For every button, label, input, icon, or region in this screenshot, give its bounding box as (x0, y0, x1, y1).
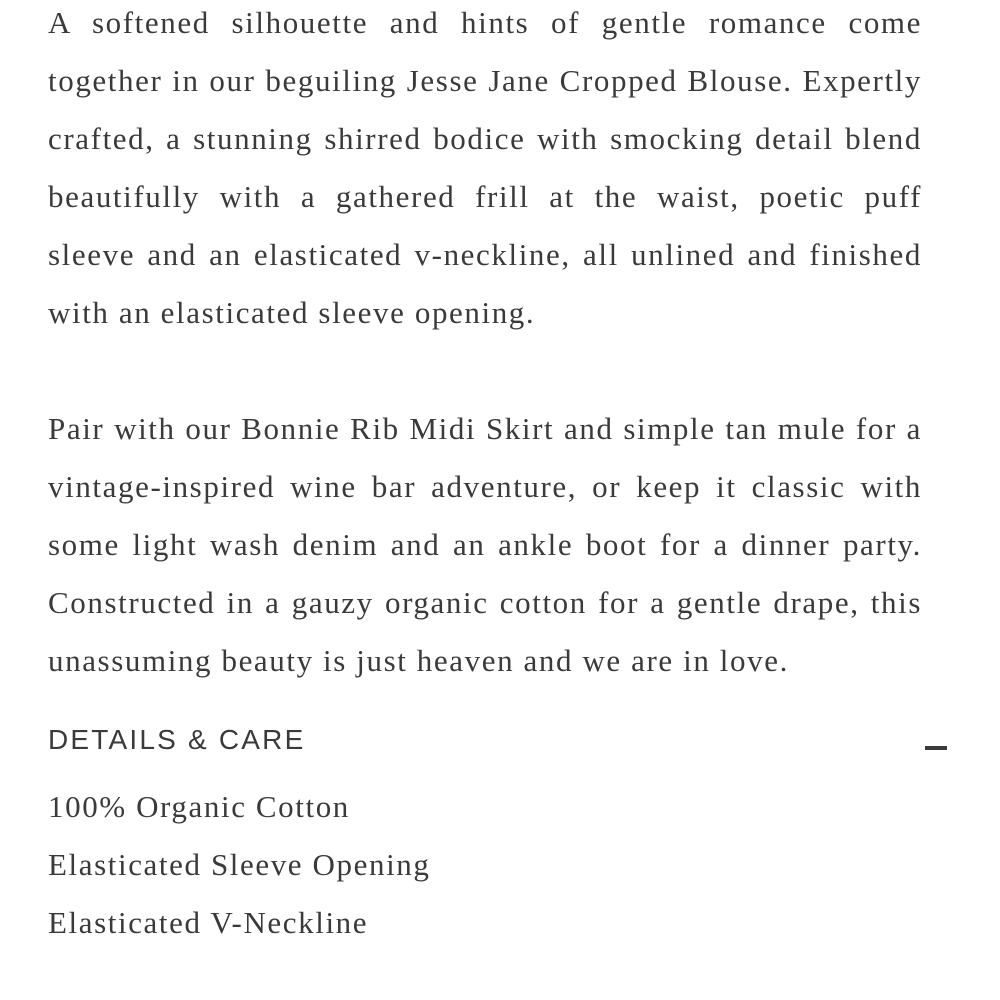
description-paragraph-2: Pair with our Bonnie Rib Midi Skirt and simple tan mule for a vintage-inspired wine bar adventure, or keep it classic with some light wash denim and an ankle boot for a dinner party. Constructed in a gauzy organic cotton for a gentle drape, this unassuming beauty is just heaven and we are in love. (48, 411, 922, 678)
list-item: Elasticated Sleeve Opening (48, 847, 431, 882)
details-care-list (48, 778, 922, 952)
list-item: Elasticated V-Neckline (48, 905, 369, 940)
description-paragraph-1: A softened silhouette and hints of gentle romance come together in our beguiling Jesse Jane Cropped Blouse. Expertly crafted, a stunning shirred bodice with smocking detail blend beautifully with a gathered frill at the waist, poetic puff sleeve and an elasticated v-neckline, all unlined and finished with an elasticated sleeve opening. (48, 5, 922, 330)
product-description-section (48, 0, 922, 952)
list-item: 100% Organic Cotton (48, 789, 350, 824)
details-care-accordion-toggle[interactable] (48, 718, 922, 778)
minus-icon[interactable] (925, 746, 947, 750)
details-care-title: DETAILS & CARE (48, 724, 306, 755)
